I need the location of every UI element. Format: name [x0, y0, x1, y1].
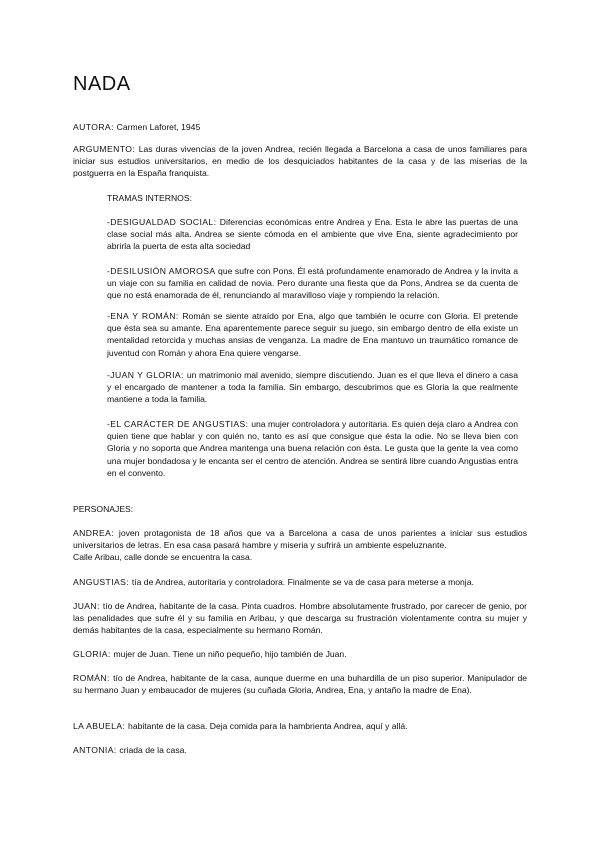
character-note: Calle Aribau, calle donde se encuentra la casa. [73, 552, 253, 563]
subplot-text: una mujer controladora y autoritaria. Es quien deja claro a Andrea con quien tiene que hablar y con quién no, tanto es así que consigue que ésta la odie. No se lleva bien con Gloria y no soporta que Andrea mantenga una buena relación con ésta. Le gusta que la gente la vea como una mujer bondadosa y le encanta ser el centro de atención. Andrea se sentirá libre cuando Angustias entra en el convento. [107, 419, 518, 478]
subplot-item [107, 418, 518, 479]
character-entry [73, 576, 527, 588]
author-label: AUTORA : [73, 122, 117, 132]
character-description: tía de Andrea, autoritaria y controladora. Finalmente se va de casa para meterse a monja. [131, 577, 474, 587]
character-description: tío de Andrea, habitante de la casa, aunque duerme en una buhardilla de un piso superior. Manipulador de su hermano Juan y embaucador de mujeres (su cuñada Gloria, Andrea, Ena, y antaño la madre de Ena). [73, 673, 527, 696]
character-name: JUAN : [73, 601, 103, 611]
argument-label: ARGUMENTO : [73, 144, 139, 154]
character-entry [73, 600, 527, 637]
subplots-heading: TRAMAS INTERNOS: [107, 193, 192, 203]
subplot-item [107, 265, 518, 302]
character-entry [73, 672, 527, 696]
character-name: ROMÁN : [73, 673, 113, 683]
character-description: joven protagonista de 18 años que va a Barcelona a casa de unos parientes a iniciar sus estudios universitarios de letras. En esa casa pasará hambre y miseria y sufrirá un ambiente espeluznante. [73, 528, 528, 551]
author-line [73, 121, 527, 133]
argument-paragraph [73, 143, 527, 180]
character-entry [73, 744, 527, 756]
subplot-label: -DESIGUALDAD SOCIAL : [107, 217, 220, 227]
character-entry [73, 527, 527, 564]
character-entry [73, 720, 527, 732]
document-title: NADA [73, 73, 131, 95]
subplot-text: un matrimonio mal avenido, siempre discutiendo. Juan es el que lleva el dinero a casa y el encargado de mantener a toda la familia. Sin embargo, descubrimos que es Gloria la que realmente mantiene a toda la familia. [107, 370, 519, 405]
subplot-text: Diferencias económicas entre Andrea y Ena. Esta le abre las puertas de una clase social más alta. Andrea se siente cómoda en el ambiente que vive Ena, siente agradecimiento por abrirla la puerta de esta alta sociedad [107, 217, 518, 252]
character-name: LA ABUELA : [73, 721, 128, 731]
subplot-item [107, 369, 518, 406]
subplot-text: Román se siente atraído por Ena, algo que también le ocurre con Gloria. El pretende que ésta sea su amante. Ena aparentemente parece seguir su juego, sin embargo dentro de ella existe un mentalidad retorcida y muchas ansias de venganza. La madre de Ena mantuvo un traumático romance de juventud con Román y ahora Ena quiere vengarse. [107, 311, 518, 358]
subplot-item [107, 216, 518, 253]
subplot-text: que sufre con Pons. Él está profundamente enamorado de Andrea y la invita a un viaje con su familia en calidad de novia. Pero durante una fiesta que da Pons, Andrea se da cuenta de que no está enamorada de él, renunciando al maravilloso viaje y rompiendo la relación. [107, 266, 519, 301]
character-description: habitante de la casa. Deja comida para la hambrienta Andrea, aquí y allá. [128, 721, 408, 731]
character-name: GLORIA : [73, 649, 113, 659]
character-name: ANDREA : [73, 528, 119, 538]
subplot-label: -DESILUSIÓN AMOROSA [107, 266, 216, 276]
subplot-label: -ENA Y ROMÁN : [107, 311, 182, 321]
character-description: criada de la casa. [119, 745, 187, 755]
argument-text: Las duras vivencias de la joven Andrea, recién llegada a Barcelona a casa de unos familiares para iniciar sus estudios universitarios, en medio de los desquiciados habitantes de la casa y de las miserias de la postguerra en la España franquista. [73, 144, 527, 179]
character-description: mujer de Juan. Tiene un niño pequeño, hijo también de Juan. [113, 649, 347, 659]
characters-heading: PERSONAJES: [73, 504, 134, 514]
subplot-label: -EL CARÁCTER DE ANGUSTIAS : [107, 419, 251, 429]
subplot-item [107, 310, 518, 359]
subplot-label: -JUAN Y GLORIA : [107, 370, 187, 380]
character-entry [73, 648, 527, 660]
character-name: ANGUSTIAS : [73, 577, 132, 587]
character-name: ANTONIA : [73, 745, 119, 755]
author-value: Carmen Laforet, 1945 [116, 122, 201, 132]
character-description: tío de Andrea, habitante de la casa. Pinta cuadros. Hombre absolutamente frustrado, por carecer de genio, por las penalidades que sufre él y su familia en Aribau, y que descarga su frustración violentamente contra su mujer y demás habitantes de la casa, especialmente su hermano Román. [73, 601, 528, 636]
